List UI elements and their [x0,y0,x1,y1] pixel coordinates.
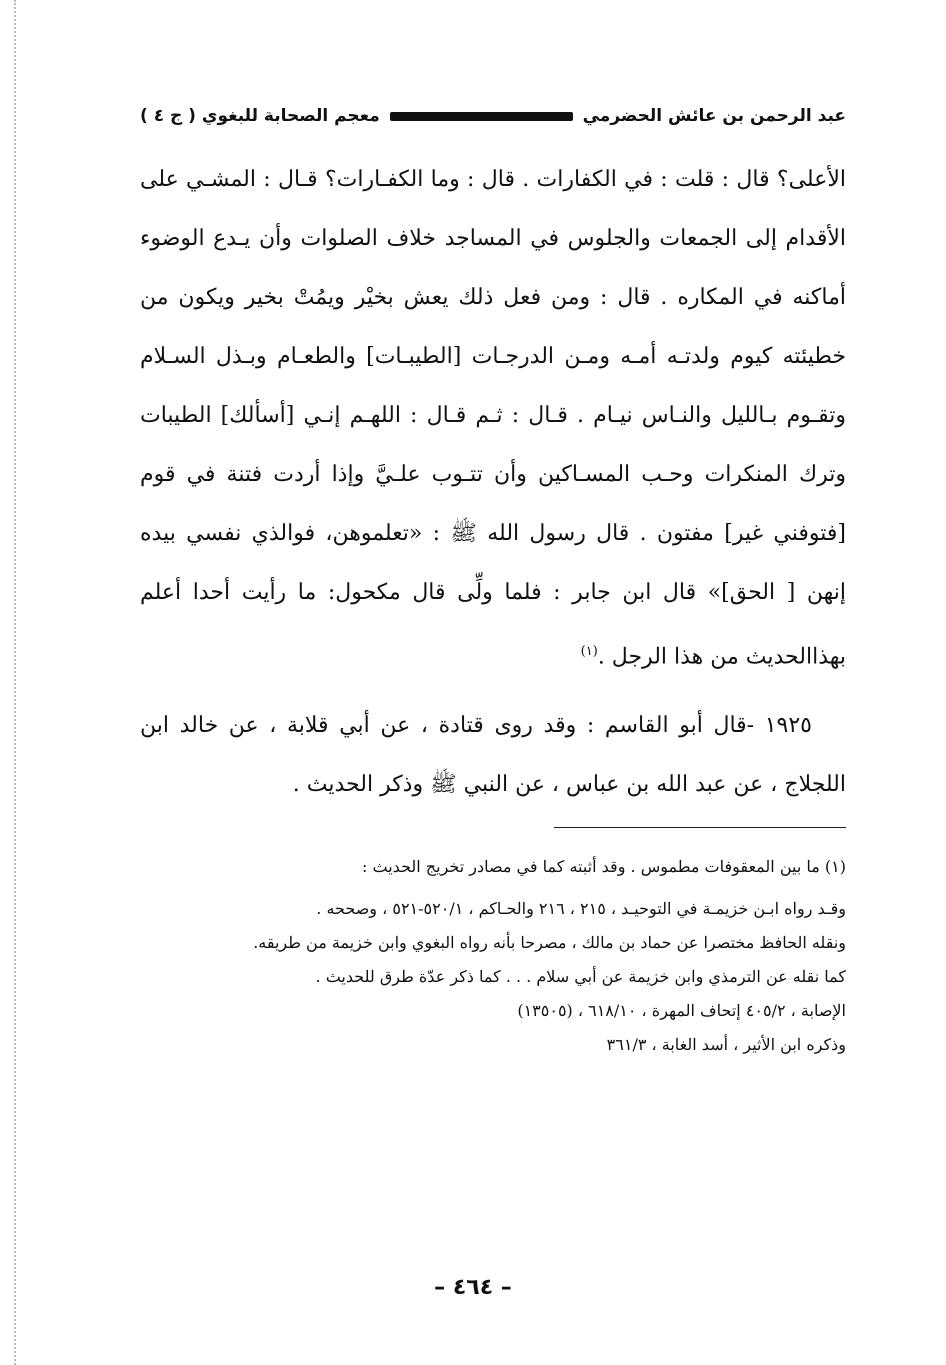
page-number: – ٤٦٤ – [434,1275,512,1300]
paragraph-hadith [140,150,846,686]
header-book-title: معجم الصحابة للبغوي ( ج ٤ ) [140,106,380,126]
scan-edge-dotted-line [14,0,16,1365]
header-rule [390,112,573,121]
footnote-line: كما نقله عن الترمذي وابن خزيمة عن أبي سلام . . . كما ذكر عدّة طرق للحديث . [315,967,846,986]
footnote-line: الإصابة ، ٤٠٥/٢ إتحاف المهرة ، ٦١٨/١٠ ، (١٣٥٠٥) [517,1001,846,1020]
footnote-1: (١) ما بين المعقوفات مطموس . وقد أثبته كما في مصادر تخريج الحديث : [362,857,846,876]
footnote-line: ونقله الحافظ مختصرا عن حماد بن مالك ، مصرحا بأنه رواه البغوي وابن خزيمة من طريقه. [253,933,846,952]
paragraph-1925: ١٩٢٥ -قال أبو القاسم : وقد روى قتادة ، عن أبي قلابة ، عن خالد ابن اللجلاج ، عن عبد الله بن عباس ، عن النبي ﷺ وذكر الحديث . [140,713,846,798]
header-section-title: عبد الرحمن بن عائش الحضرمي [582,106,846,126]
footnote-separator [554,827,846,828]
main-text [140,150,846,814]
footnote-line: وقـد رواه ابـن خزيمـة في التوحيـد ، ٢١٥ ، ٢١٦ والحـاكم ، ٥٢٠/١-٥٢١ ، وصححه . [316,899,846,918]
footnote-reference: (١) [580,644,598,659]
footnote-line: وذكره ابن الأثير ، أسد الغابة ، ٣٦١/٣ [606,1035,846,1054]
footnotes [112,850,846,1062]
paragraph-hadith-text: الأعلى؟ قال : قلت : في الكفارات . قال : وما الكفـارات؟ قـال : المشـي على الأقدام إلى الجمعات والجلوس في المساجد خلاف الصلوات وأن يـدع الوضوء أماكنه في المكاره . قال : ومن فعل ذلك يعش بخيْر ويمُتْ بخير ويكون من خطيئته كيوم ولدتـه أمـه ومـن الدرجـات [الطيبـات] والطعـام وبـذل السـلام وتقـوم بـالليل والنـاس نيـام . قـال : ثـم قـال : اللهـم إنـي [أسألك] الطيبات وترك المنكرات وحـب المسـاكين وأن تتـوب علـيَّ وإذا أردت فتنة في قوم [فتوفني غير] مفتون . قال رسول الله ﷺ : «تعلموهن، فوالذي نفسي بيده إنهن [ الحق]» قال ابن جابر : فلما ولِّى قال مكحول: ما رأيت أحدا أعلم بهذاالحديث من هذا الرجل . [140,167,846,670]
running-header [140,96,846,136]
